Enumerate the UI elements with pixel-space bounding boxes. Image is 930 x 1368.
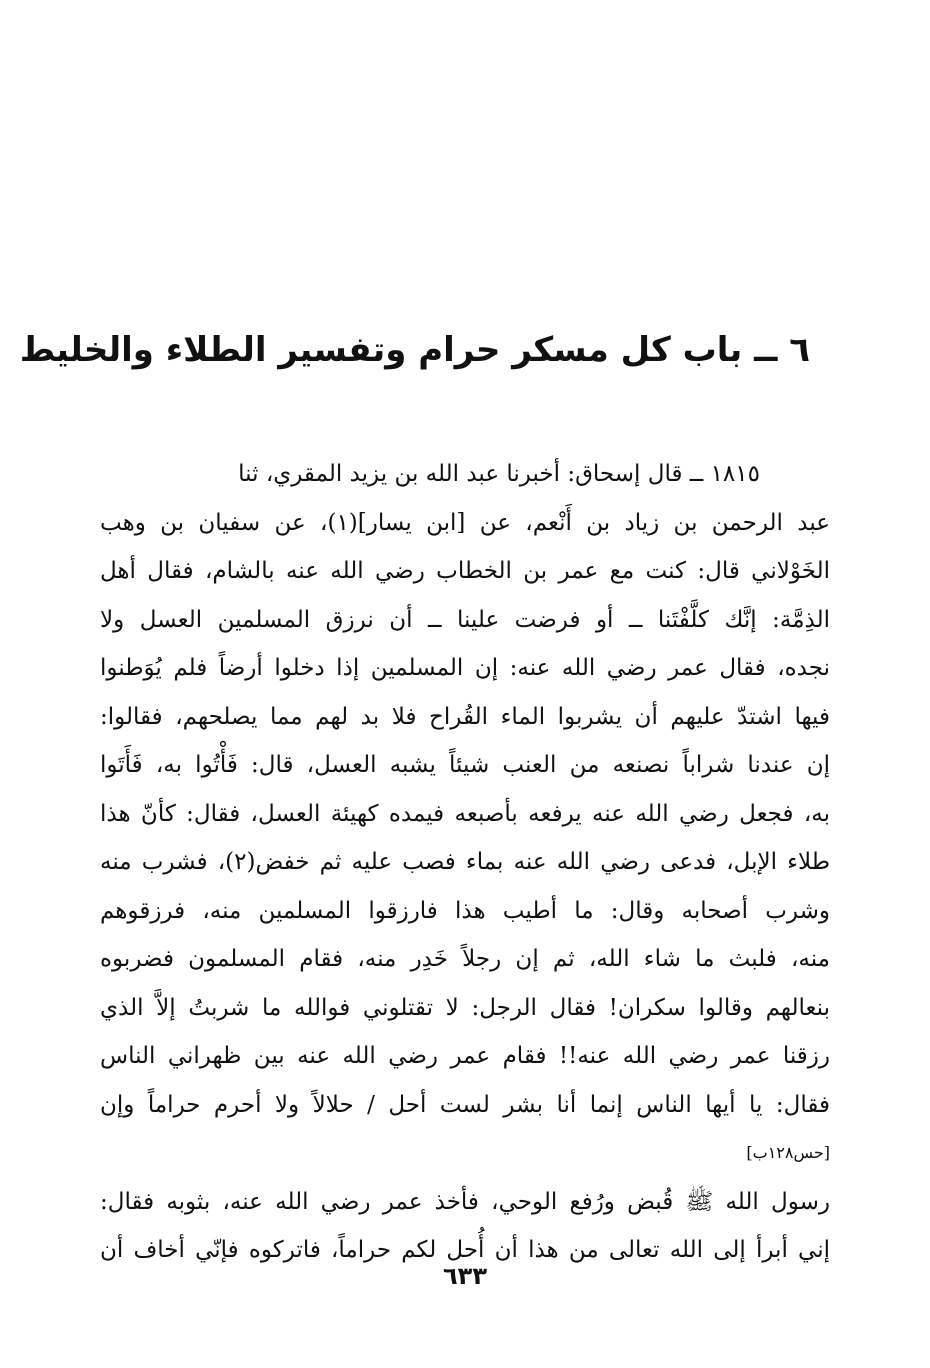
text-line: منه، فلبث ما شاء الله، ثم إن رجلاً خَدِر منه، فقام المسلمون فضربوه	[100, 946, 830, 972]
text-line: بنعالهم وقالوا سكران! فقال الرجل: لا تقتلوني فوالله ما شربتُ إلاَّ الذي	[100, 994, 830, 1021]
text-line: رسول الله ﷺ قُبض ورُفع الوحي، فأخذ عمر رضي الله عنه، بثوبه فقال:	[100, 1188, 830, 1215]
text-line: عبد الرحمن بن زياد بن أَنْعم، عن [ابن يسار](١)، عن سفيان بن وهب	[100, 509, 830, 536]
text-line: وشرب أصحابه وقال: ما أطيب هذا فارزقوا المسلمين منه، فرزقوهم	[100, 897, 830, 924]
chapter-title: ٦ ــ باب كل مسكر حرام وتفسير الطلاء والخليط	[19, 330, 810, 370]
text-line: فيها اشتدّ عليهم أن يشربوا الماء القُراح فلا بد لهم مما يصلحهم، فقالوا:	[100, 703, 830, 730]
text-line: إن عندنا شراباً نصنعه من العنب شيئاً يشبه العسل، قال: فَأْتُوا به، فَأَتَوا	[100, 752, 830, 778]
text-line: إني أبرأ إلى الله تعالى من هذا أن أُحل لكم حراماً، فاتركوه فإنّي أخاف أن	[100, 1237, 830, 1263]
text-line: الذِمَّة: إنَّك كلَّفْتَنا ــ أو فرضت علينا ــ أن نرزق المسلمين العسل ولا	[100, 606, 830, 633]
text-line: الخَوْلاني قال: كنت مع عمر بن الخطاب رضي الله عنه بالشام، فقال أهل	[100, 558, 830, 584]
hadith-text-block	[100, 450, 830, 1275]
margin-note: [حس١٢٨ب]	[746, 1143, 830, 1162]
text-line: فقال: يا أيها الناس إنما أنا بشر لست أحل / حلالاً ولا أحرم حراماً وإن	[100, 1091, 830, 1118]
page-number: ٦٣٣	[443, 1262, 487, 1290]
text-line: رزقنا عمر رضي الله عنه!! فقام عمر رضي الله عنه بين ظهراني الناس	[100, 1043, 830, 1069]
text-line: ١٨١٥ ــ قال إسحاق: أخبرنا عبد الله بن يزيد المقري، ثنا	[238, 461, 760, 487]
text-line: به، فجعل رضي الله عنه يرفعه بأصبعه فيمده كهيئة العسل، فقال: كأنّ هذا	[100, 800, 830, 827]
text-line: طلاء الإبل، فدعى رضي الله عنه بماء فصب عليه ثم خفض(٢)، فشرب منه	[100, 849, 830, 875]
text-line: نجده، فقال عمر رضي الله عنه: إن المسلمين إذا دخلوا أرضاً فلم يُوَطنوا	[100, 655, 830, 681]
